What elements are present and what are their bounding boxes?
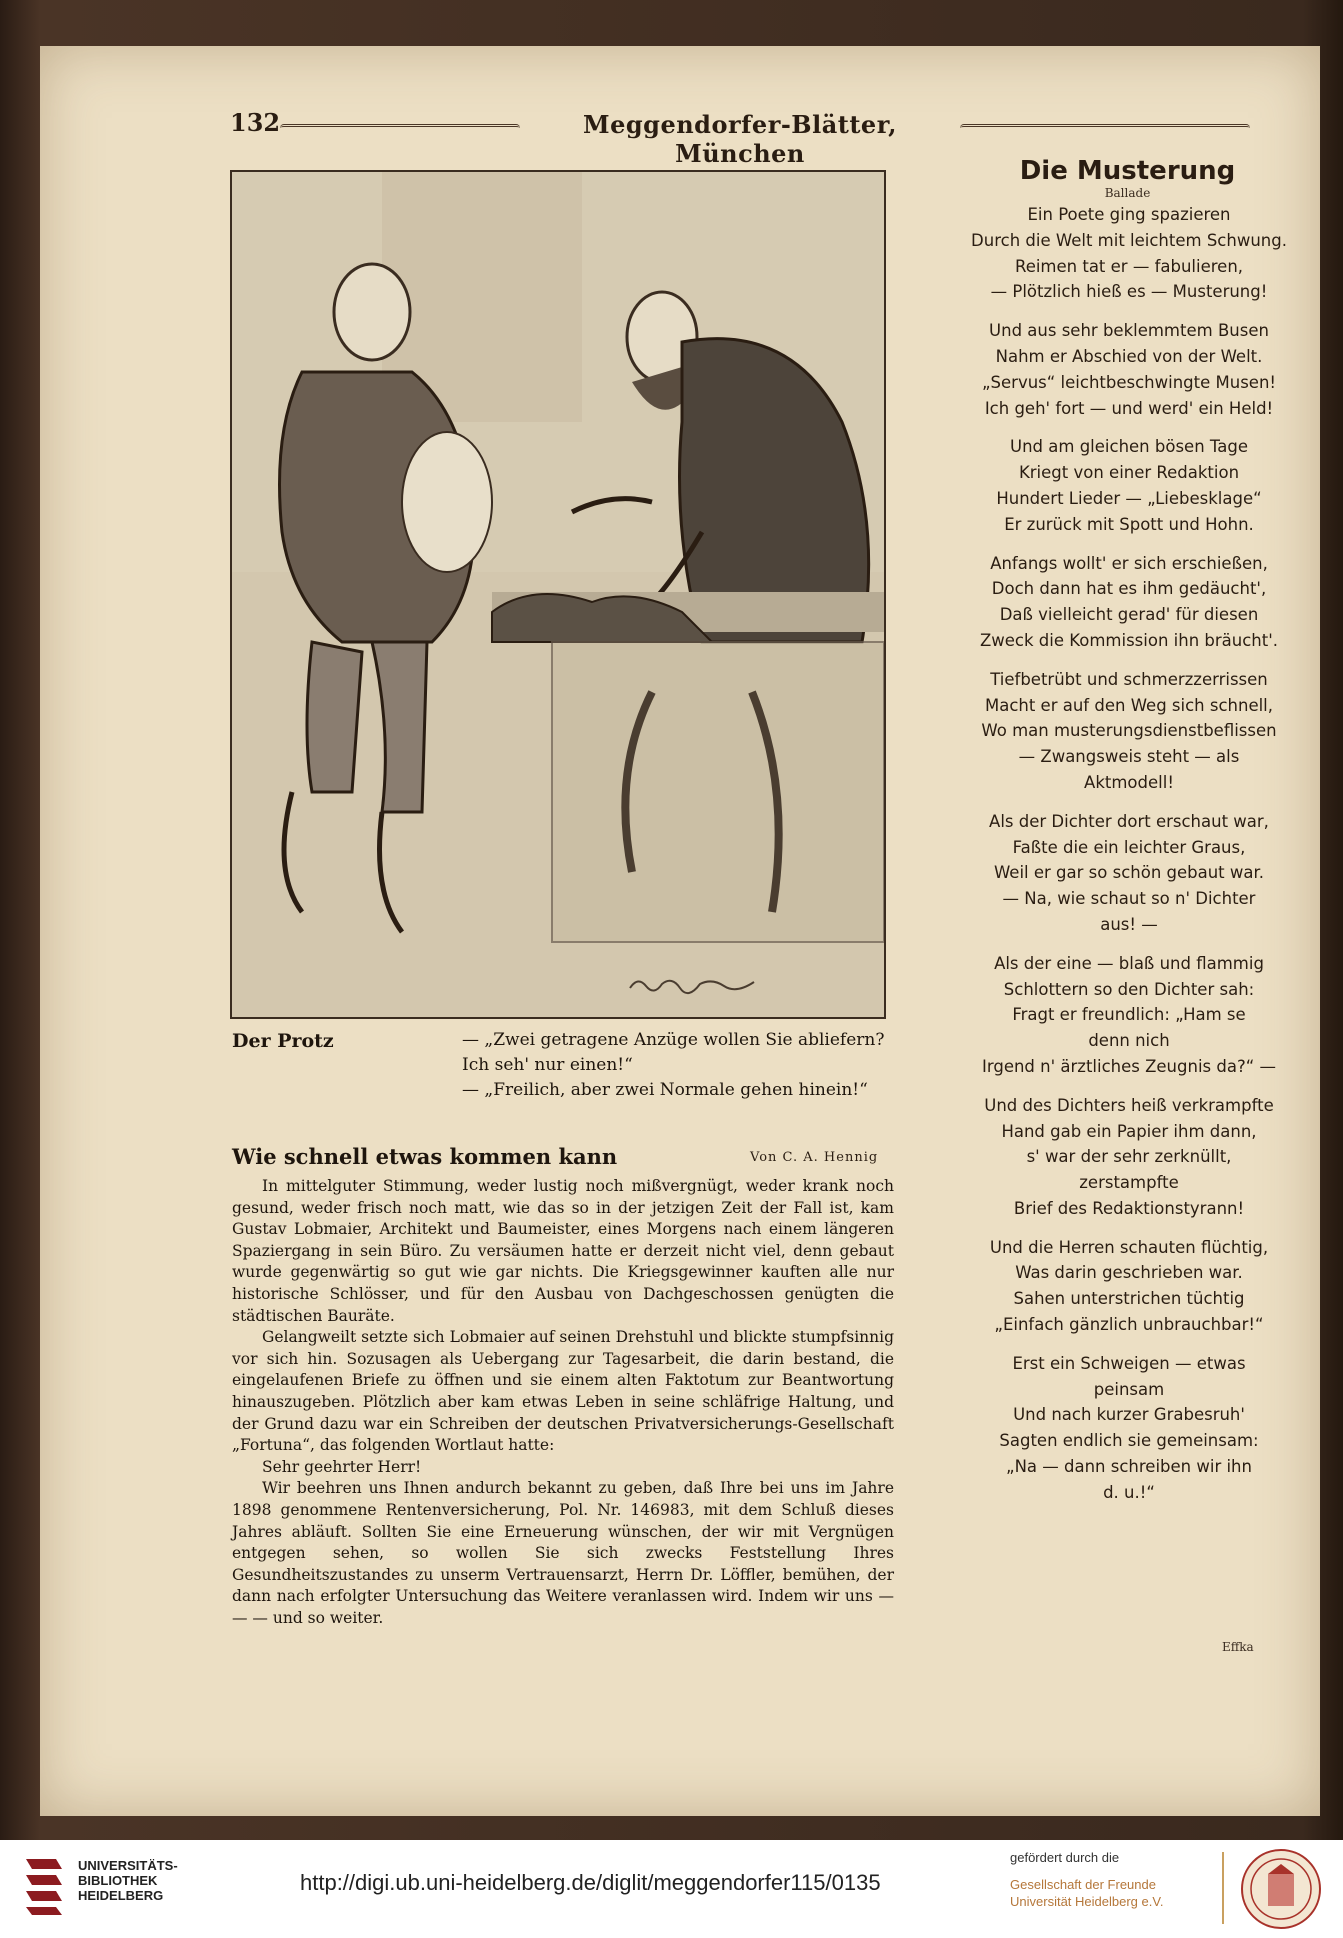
poem-stanza	[924, 809, 1334, 938]
poem-title: Die Musterung	[1019, 156, 1236, 186]
sponsor-intro: gefördert durch die	[1010, 1850, 1120, 1865]
poem-line: Ein Poete ging spazieren	[1027, 205, 1231, 224]
poem-line: Hand gab ein Papier ihm dann,	[1001, 1121, 1257, 1141]
caption-title: Der Protz	[232, 1030, 334, 1052]
poem-line: — Plötzlich hieß es — Musterung!	[990, 282, 1268, 302]
poem-signature: Effka	[1222, 1640, 1254, 1654]
article-paragraph: In mittelguter Stimmung, weder lustig noch mißvergnügt, weder krank noch gesund, weder frisch noch matt, wie das so in der jetzigen Zeit der Fall ist, kam Gustav Lobmaier, Architekt und Baumeister, eines Morgens nach einem längeren Spaziergang in sein Büro. Zu versäumen hatte er derzeit nicht viel, denn gebaut wurde gegenwärtig so gut wie gar nichts. Die Kriegsgewinner kauften alle nur historische Schlösser, und für den Ausbau von Dachgeschossen genügten die städtischen Bauräte.	[232, 1177, 894, 1325]
poem-stanza	[924, 202, 1334, 305]
poem-line: Erst ein Schweigen — etwas	[1012, 1353, 1246, 1373]
poem-body	[924, 202, 1334, 1519]
poem-stanza	[924, 1235, 1334, 1338]
article-author: Von C. A. Hennig	[750, 1150, 879, 1165]
article-paragraph: Sehr geehrter Herr!	[262, 1457, 422, 1476]
artist-signature	[628, 972, 758, 996]
page-number: 132	[230, 108, 281, 137]
article-paragraph: Wir beehren uns Ihnen andurch bekannt zu geben, daß Ihre bei uns im Jahre 1898 genommene Rentenversicherung, Pol. Nr. 146983, mit dem Schluß dieses Jahres abläuft. Sollten Sie eine Erneuerung wünschen, der wir mit Vergnügen entgegen sehen, so wollen Sie sich zwecks Feststellung Ihres Gesundheitszustandes zu unserm Vertrauensarzt, Herrn Dr. Löffler, bemühen, der dann nach erfolgter Untersuchung das Weitere veranlassen wird. Indem wir uns — — — und so weiter.	[232, 1479, 894, 1627]
university-seal-icon	[1240, 1848, 1322, 1930]
poem-stanza	[924, 1093, 1334, 1222]
poem-line: Sagten endlich sie gemeinsam:	[999, 1431, 1259, 1451]
poem-line: d. u.!“	[1103, 1482, 1155, 1502]
masthead: Meggendorfer-Blätter, München	[583, 110, 897, 168]
poem-line: — Zwangsweis steht — als	[1018, 747, 1240, 767]
poem-line: Durch die Welt mit leichtem Schwung.	[971, 230, 1287, 250]
artist-signature-scribble	[628, 972, 758, 996]
poem-line: Macht er auf den Weg sich schnell,	[984, 695, 1274, 715]
poem-line: „Na — dann schreiben wir ihn	[1006, 1457, 1252, 1477]
article-paragraph: Gelangweilt setzte sich Lobmaier auf seinen Drehstuhl und blickte stumpfsinnig vor sich hin. Sozusagen als Uebergang zur Tagesarbeit, die darin bestand, die eingelaufenen Briefe zu öffnen und sie einem alten Faktotum zur Beantwortung hinauszugeben. Plötzlich aber kam etwas Leben in seine schläfrige Haltung, und der Grund dazu war ein Schreiben der deutschen Privatversicherungs-Gesellschaft „Fortuna“, das folgenden Wortlaut hatte:	[232, 1328, 894, 1455]
source-url-link[interactable]: http://digi.ub.uni-heidelberg.de/diglit/meggendorfer115/0135	[300, 1870, 881, 1895]
sponsor-line: Universität Heidelberg e.V.	[1010, 1894, 1164, 1909]
poem-line: Fragt er freundlich: „Ham se	[1012, 1005, 1246, 1025]
ornament-left	[280, 124, 520, 133]
article-body	[232, 1176, 894, 1629]
poem-stanza	[924, 1351, 1334, 1506]
poem-line: Faßte die ein leichter Graus,	[1012, 837, 1246, 857]
poem-line: Und nach kurzer Grabesruh'	[1013, 1405, 1245, 1425]
illustration-drawing	[232, 172, 884, 1017]
poem-line: Reimen tat er — fabulieren,	[1014, 256, 1244, 276]
poem-line: „Servus“ leichtbeschwingte Musen!	[981, 372, 1277, 392]
poem-line: peinsam	[1093, 1379, 1165, 1399]
poem-line: Kriegt von einer Redaktion	[1018, 463, 1240, 483]
poem-line: Weil er gar so schön gebaut war.	[993, 863, 1265, 883]
page-header	[190, 108, 1260, 168]
poem-line: Doch dann hat es ihm gedäucht',	[991, 579, 1267, 599]
poem-stanza	[924, 551, 1334, 654]
poem-line: Nahm er Abschied von der Welt.	[995, 346, 1263, 366]
library-logo-icon	[22, 1855, 68, 1917]
cartoon-illustration	[230, 170, 886, 1019]
caption-line: — „Zwei getragene Anzüge wollen Sie abliefern?	[462, 1030, 885, 1050]
poem-line: Hundert Lieder — „Liebesklage“	[996, 488, 1262, 508]
poem-stanza	[924, 951, 1334, 1080]
poem-line: Irgend n' ärztliches Zeugnis da?“ —	[981, 1056, 1277, 1076]
poem-stanza	[924, 434, 1334, 537]
caption-text	[462, 1028, 932, 1103]
poem-line: Und am gleichen bösen Tage	[1010, 437, 1248, 457]
poem-line: Tiefbetrübt und schmerzzerrissen	[990, 669, 1268, 689]
poem-line: Als der eine — blaß und flammig	[994, 953, 1264, 973]
poem-line: Ich geh' fort — und werd' ein Held!	[984, 398, 1274, 418]
poem-line: Schlottern so den Dichter sah:	[1003, 979, 1255, 999]
poem-line: denn nich	[1088, 1031, 1170, 1051]
poem-line: Aktmodell!	[1084, 772, 1174, 792]
library-name-line: BIBLIOTHEK	[78, 1873, 158, 1888]
poem-line: Er zurück mit Spott und Hohn.	[1004, 514, 1254, 534]
poem-line: s' war der sehr zerknüllt,	[1026, 1147, 1232, 1167]
sponsor-name	[1010, 1876, 1163, 1910]
poem-line: zerstampfte	[1079, 1173, 1179, 1193]
poem-line: Und des Dichters heiß verkrampfte	[984, 1095, 1274, 1115]
poem-line: — Na, wie schaut so n' Dichter	[1002, 889, 1256, 909]
poem-line: Zweck die Kommission ihn bräucht'.	[979, 630, 1279, 650]
poem-line: Brief des Redaktionstyrann!	[1013, 1198, 1245, 1218]
footer-divider	[1222, 1852, 1224, 1924]
library-footer	[0, 1840, 1343, 1938]
ornament-right	[960, 124, 1250, 133]
poem-line: Und die Herren schauten flüchtig,	[989, 1237, 1269, 1257]
library-name-line: HEIDELBERG	[78, 1888, 164, 1903]
poem-line: Anfangs wollt' er sich erschießen,	[990, 553, 1268, 573]
poem-line: „Einfach gänzlich unbrauchbar!“	[994, 1315, 1264, 1335]
poem-line: Was darin geschrieben war.	[1015, 1263, 1243, 1283]
poem-subtitle: Ballade	[1104, 186, 1151, 200]
caption-line: — „Freilich, aber zwei Normale gehen hinein!“	[462, 1080, 868, 1100]
library-name	[78, 1858, 178, 1903]
library-name-line: UNIVERSITÄTS-	[78, 1858, 178, 1873]
sponsor-line: Gesellschaft der Freunde	[1010, 1877, 1156, 1892]
poem-line: Als der Dichter dort erschaut war,	[989, 811, 1269, 831]
poem-line: aus! —	[1100, 914, 1158, 934]
poem-line: Wo man musterungsdienstbeflissen	[981, 721, 1277, 741]
article-title: Wie schnell etwas kommen kann	[232, 1144, 618, 1169]
poem-line: Und aus sehr beklemmtem Busen	[989, 321, 1269, 341]
poem-stanza	[924, 667, 1334, 796]
poem-line: Daß vielleicht gerad' für diesen	[999, 605, 1259, 625]
caption-line: Ich seh' nur einen!“	[462, 1055, 633, 1075]
poem-line: Sahen unterstrichen tüchtig	[1013, 1289, 1245, 1309]
poem-stanza	[924, 318, 1334, 421]
